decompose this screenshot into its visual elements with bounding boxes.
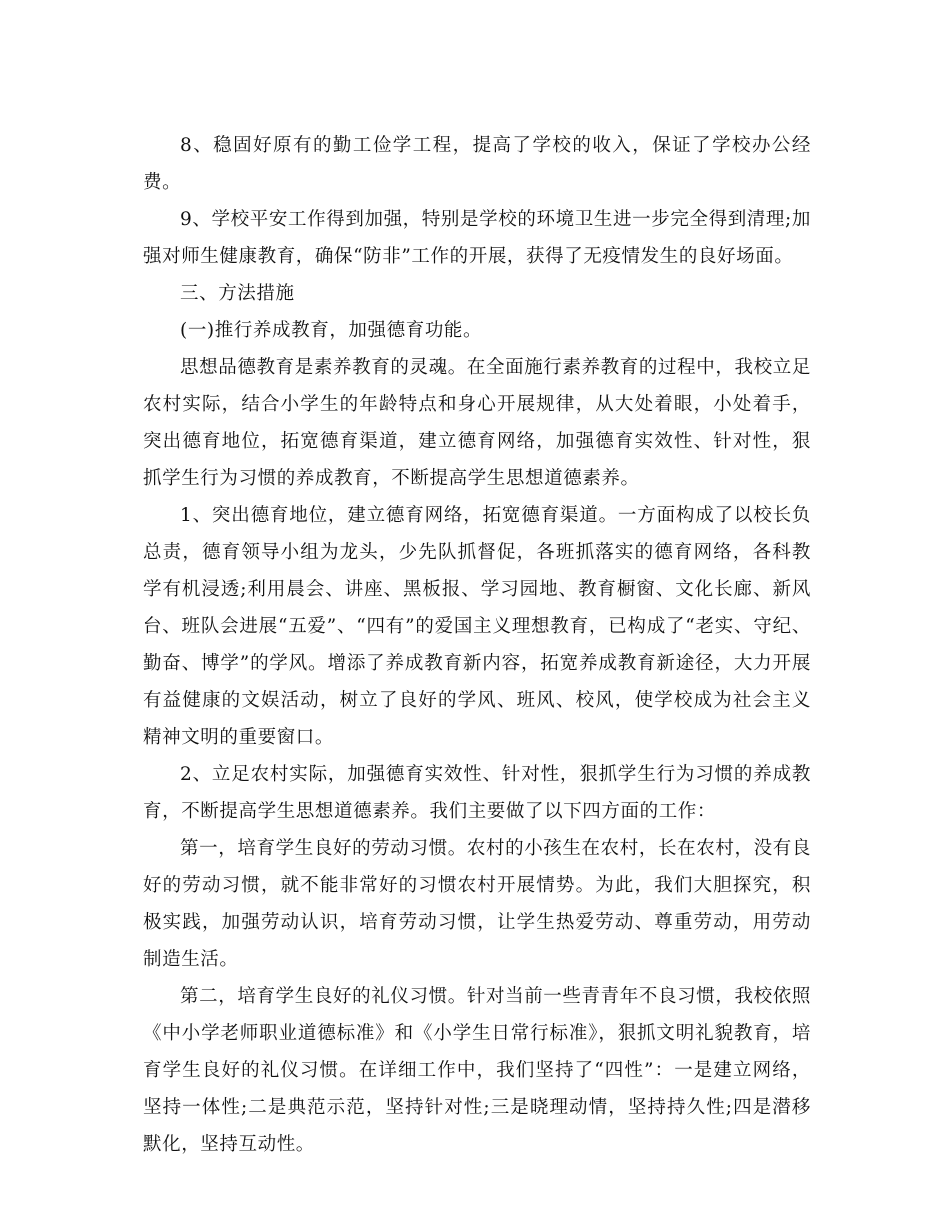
paragraph-moral-education: 思想品德教育是素养教育的灵魂。在全面施行素养教育的过程中，我校立足农村实际，结合小学生的年龄特点和身心开展规律，从大处着眼，小处着手，突出德育地位，拓宽德育渠道，建立德育网络，加强德育实效性、针对性，狠抓学生行为习惯的养成教育，不断提高学生思想道德素养。 [143,357,811,489]
document-body [143,127,811,1163]
paragraph-8: 8、稳固好原有的勤工俭学工程，提高了学校的收入，保证了学校办公经费。 [143,135,811,193]
paragraph-9: 9、学校平安工作得到加强，特别是学校的环境卫生进一步完全得到清理;加强对师生健康教育，确保“防非”工作的开展，获得了无疫情发生的良好场面。 [143,209,811,267]
paragraph-item-1: 1、突出德育地位，建立德育网络，拓宽德育渠道。一方面构成了以校长负总责，德育领导小组为龙头，少先队抓督促，各班抓落实的德育网络，各科教学有机浸透;利用晨会、讲座、黑板报、学习园地、教育橱窗、文化长廊、新风台、班队会进展“五爱”、“四有”的爱国主义理想教育，已构成了“老实、守纪、勤奋、博学”的学风。增添了养成教育新内容，拓宽养成教育新途径，大力开展有益健康的文娱活动，树立了良好的学风、班风、校风，使学校成为社会主义精神文明的重要窗口。 [143,505,811,748]
subsection-heading-1: (一)推行养成教育，加强德育功能。 [180,320,483,341]
paragraph-item-2: 2、立足农村实际，加强德育实效性、针对性，狠抓学生行为习惯的养成教育，不断提高学生思想道德素养。我们主要做了以下四方面的工作： [143,764,811,822]
paragraph-second: 第二，培育学生良好的礼仪习惯。针对当前一些青青年不良习惯，我校依照《中小学老师职业道德标准》和《小学生日常行标准》，狠抓文明礼貌教育，培育学生良好的礼仪习惯。在详细工作中，我们坚持了“四性”：一是建立网络，坚持一体性;二是典范示范，坚持针对性;三是晓理动情，坚持持久性;四是潜移默化，坚持互动性。 [143,986,811,1155]
paragraph-first: 第一，培育学生良好的劳动习惯。农村的小孩生在农村，长在农村，没有良好的劳动习惯，就不能非常好的习惯农村开展情势。为此，我们大胆探究，积极实践，加强劳动认识，培育劳动习惯，让学生热爱劳动、尊重劳动，用劳动制造生活。 [143,838,811,970]
section-heading-methods: 三、方法措施 [180,283,295,304]
